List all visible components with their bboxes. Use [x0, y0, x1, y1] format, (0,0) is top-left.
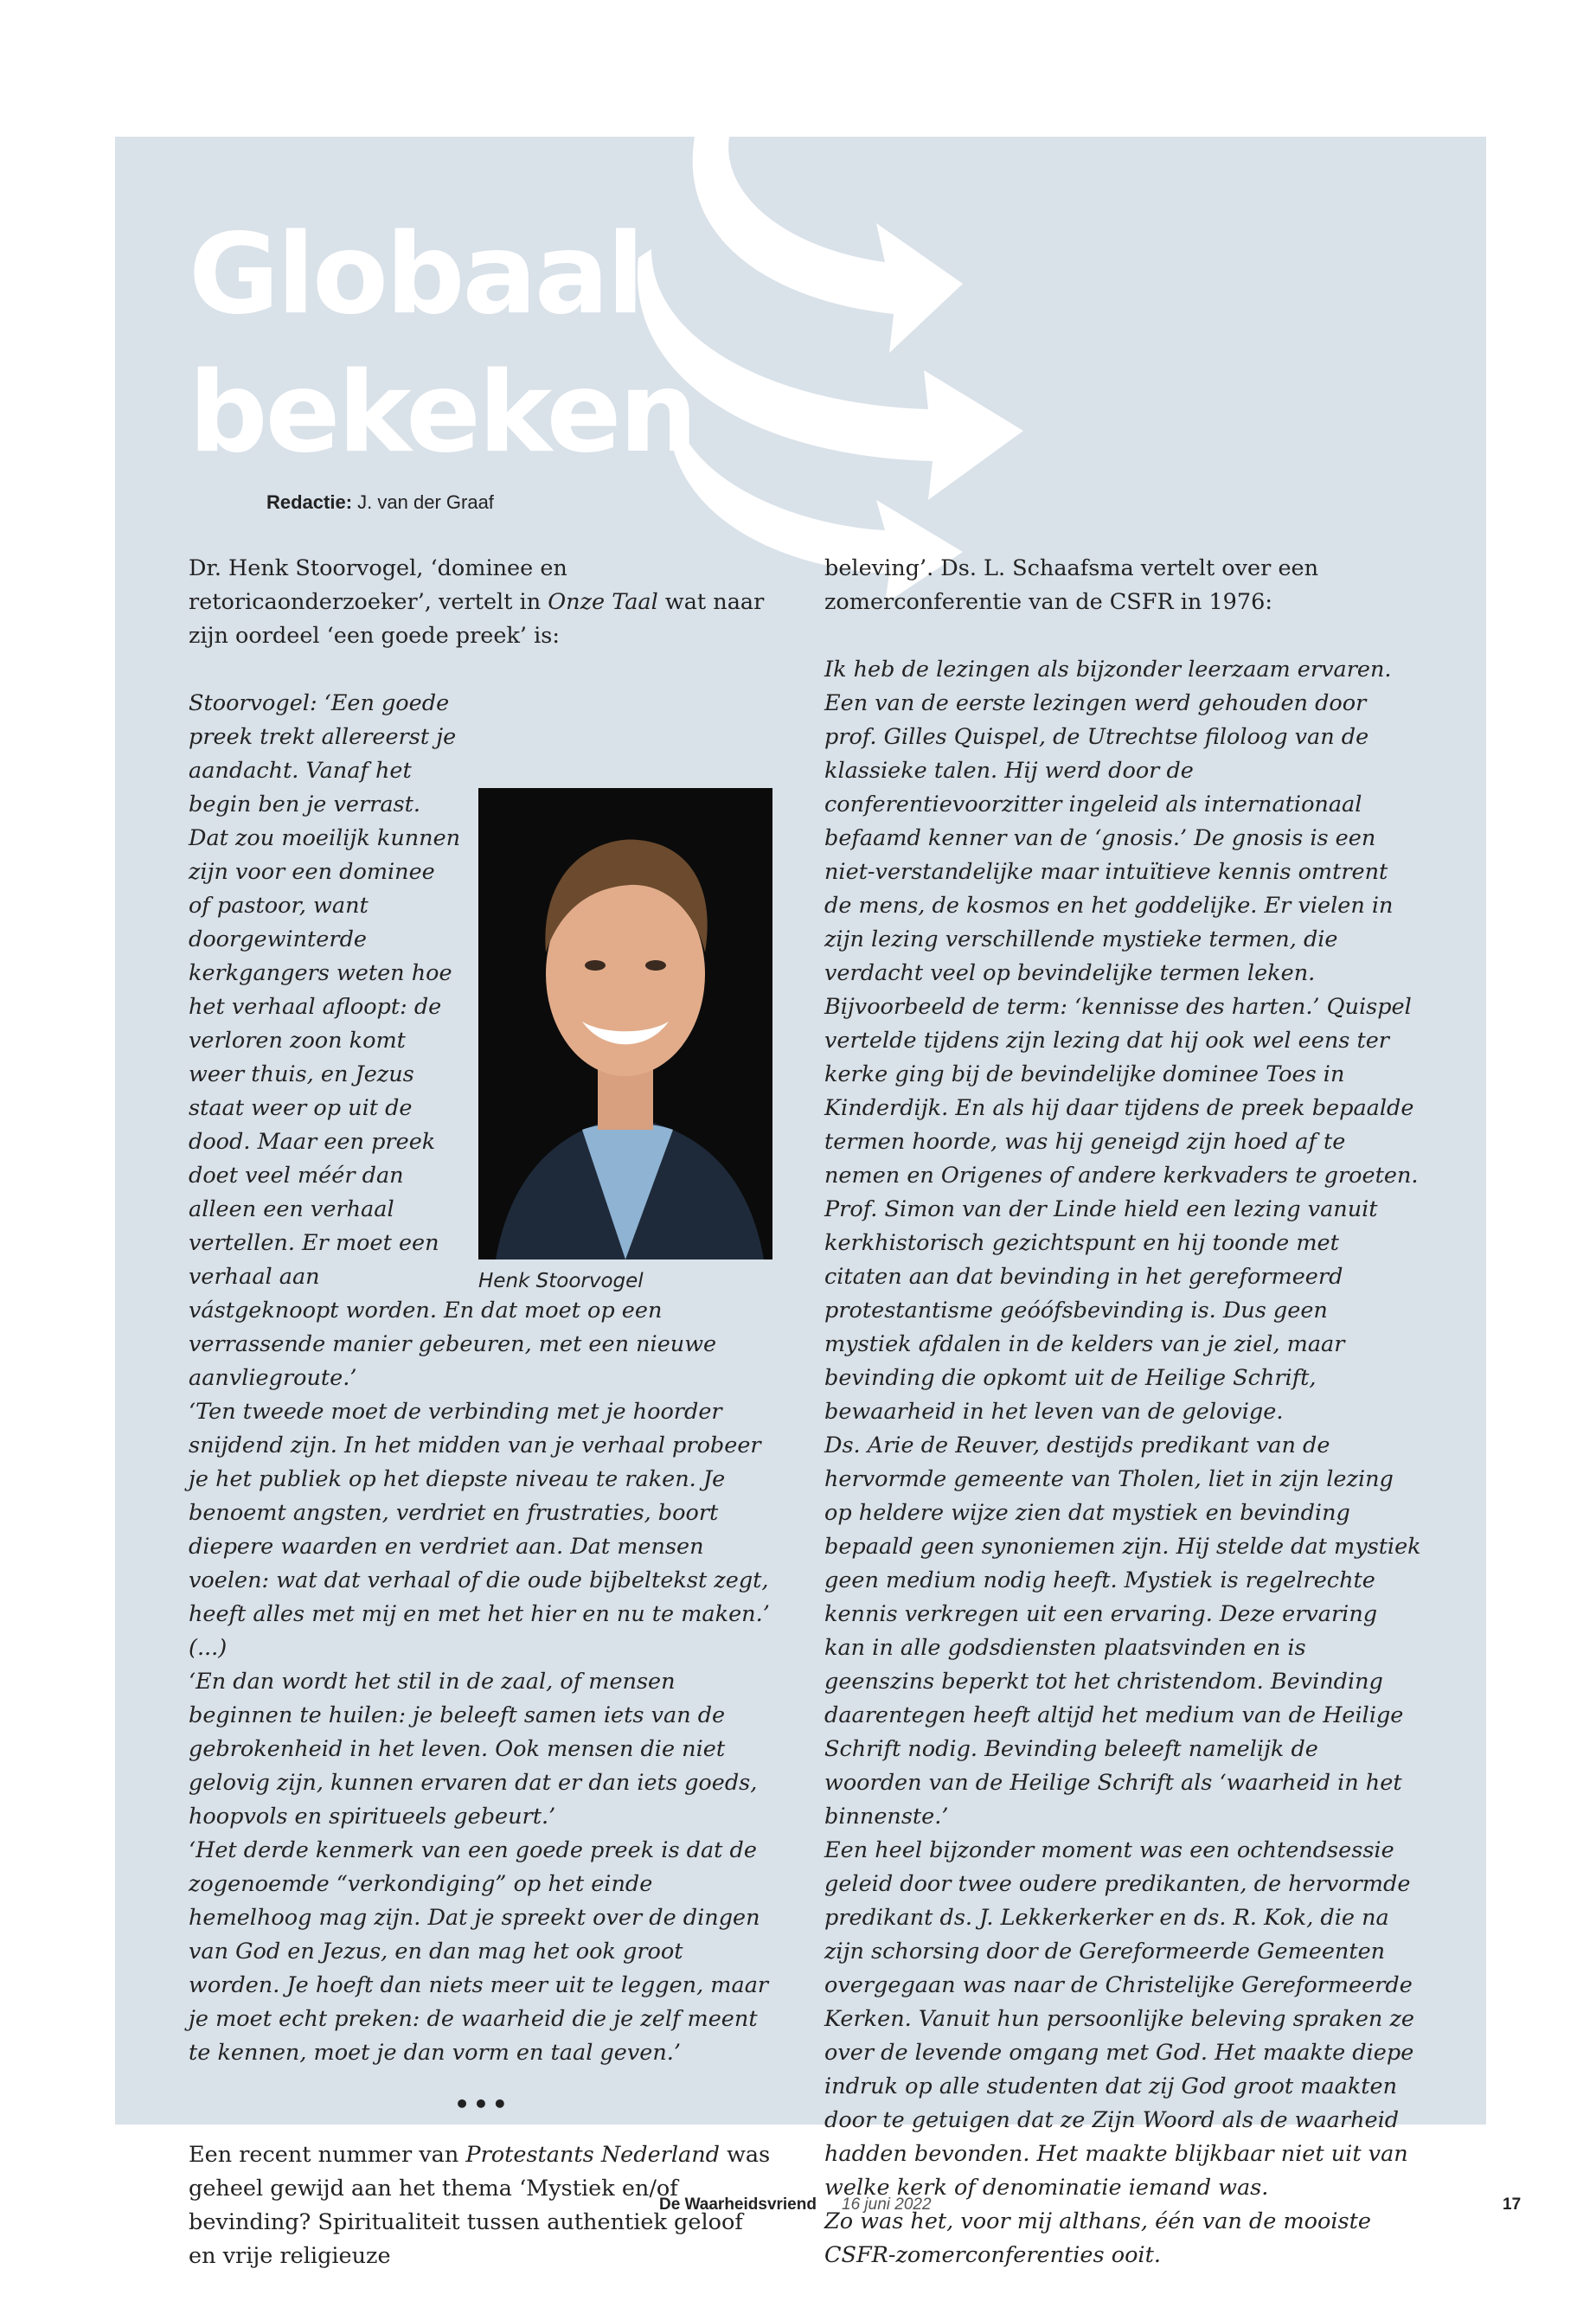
right-intro-paragraph: beleving’. Ds. L. Schaafsma vertelt over een zomerconferentie van de CSFR in 1976:: [824, 555, 1319, 615]
editor-name: J. van der Graaf: [357, 491, 494, 513]
intro-text-a: Dr. Henk Stoorvogel, ‘dominee en retoricaonderzoeker’, vertelt in: [189, 555, 567, 615]
quote-paragraph-1: Stoorvogel: ‘Een goede preek trekt allereerst je aandacht. Vanaf het begin ben je verrast. Dat zou moeilijk kunnen zijn voor een dominee of pastoor, want doorgewinterde kerkgangers weten hoe het verhaal afloopt: de verloren zoon komt weer thuis, en Jezus staat weer op uit de dood. Maar een preek doet veel méér dan alleen een verhaal vertellen. Er moet een verhaal aan vástgeknoopt worden. En dat moet op een verrassende manier gebeuren, met een nieuwe aanvliegroute.’: [189, 690, 717, 1391]
editor-credit: [266, 491, 494, 514]
magazine-name: Protestants Nederland: [465, 2142, 720, 2168]
photo-caption: Henk Stoorvogel: [478, 1270, 644, 1292]
intro-text-b: wat naar zijn oordeel ‘een goede preek’ is:: [189, 589, 765, 649]
memoir-paragraph-3: Ds. Arie de Reuver, destijds predikant van de hervormde gemeente van Tholen, liet in zijn lezing op heldere wijze zien dat mystiek en bevinding bepaald geen synoniemen zijn. Hij stelde dat mystiek geen medium nodig heeft. Mystiek is regelrechte kennis verkregen uit een ervaring. Deze ervaring kan in alle godsdiensten plaatsvinden en is geenszins beperkt tot het christendom. Bevinding daarentegen heeft altijd het medium van de Heilige Schrift nodig. Bevinding beleeft namelijk de woorden van de Heilige Schrift als ‘waarheid in het binnenste.’: [824, 1433, 1421, 1830]
quote-paragraph-2: ‘Ten tweede moet de verbinding met je hoorder snijdend zijn. In het midden van je verhaal probeer je het publiek op het diepste niveau te raken. Je benoemt angsten, verdriet en frustraties, boort diepere waarden en verdriet aan. Dat mensen voelen: wat dat verhaal of die oude bijbeltekst zegt, heeft alles met mij en met het hier en nu te maken.’ (...): [189, 1399, 770, 1661]
memoir-paragraph-4: Een heel bijzonder moment was een ochtendsessie geleid door twee oudere predikanten, de hervormde predikant ds. J. Lekkerkerker en ds. R. Kok, die na zijn schorsing door de Gereformeerde Gemeenten overgegaan was naar de Christelijke Gereformeerde Kerken. Vanuit hun persoonlijke beleving spraken ze over de levende omgang met God. Het maakte diepe indruk op alle studenten dat zij God groot maakten door te getuigen dat ze Zijn Woord als de waarheid hadden bevonden. Het maakte blijkbaar niet uit van welke kerk of denominatie iemand was.: [824, 1837, 1414, 2201]
title-line-1: Globaal: [189, 210, 643, 339]
outro-text-b: was geheel gewijd aan het thema ‘Mystiek en/of bevinding? Spiritualiteit tussen authentiek geloof en vrije religieuze: [189, 2142, 771, 2269]
title-line-2: bekeken: [189, 349, 695, 478]
footer-magazine: De Waarheidsvriend: [659, 2195, 817, 2214]
photo-figure: [478, 788, 777, 1294]
publication-name: Onze Taal: [548, 589, 658, 615]
portrait-illustration: [478, 788, 772, 1259]
quote-paragraph-4: ‘Het derde kenmerk van een goede preek is dat de zogenoemde “verkondiging” op het einde hemelhoog mag zijn. Dat je spreekt over de dingen van God en Jezus, en dan mag het ook groot worden. Je hoeft dan niets meer uit te leggen, maar je moet echt preken: de waarheid die je zelf meent te kennen, moet je dan vorm en taal geven.’: [189, 1837, 769, 2066]
column-right: [824, 552, 1421, 2272]
intro-paragraph: [189, 552, 777, 653]
section-title: [189, 206, 695, 483]
page-number: 17: [1503, 2195, 1522, 2214]
editor-label: Redactie:: [266, 491, 353, 513]
outro-text-a: Een recent nummer van: [189, 2142, 466, 2168]
column-left: [189, 552, 777, 2273]
section-separator: •••: [454, 2090, 511, 2118]
footer-date: 16 juni 2022: [842, 2195, 932, 2214]
portrait-photo: [478, 788, 772, 1259]
quote-paragraph-3: ‘En dan wordt het stil in de zaal, of mensen beginnen te huilen: je beleeft samen iets van de gebrokenheid in het leven. Ook mensen die niet gelovig zijn, kunnen ervaren dat er dan iets goeds, hoopvols en spiritueels gebeurt.’: [189, 1669, 758, 1830]
memoir-paragraph-5: Zo was het, voor mij althans, één van de mooiste CSFR-zomerconferenties ooit.: [824, 2208, 1371, 2268]
memoir-paragraph-2: Prof. Simon van der Linde hield een lezing vanuit kerkhistorisch gezichtspunt en hij toonde met citaten aan dat bevinding in het gereformeerd protestantisme geóófsbevinding is. Dus geen mystiek afdalen in de kelders van je ziel, maar bevinding die opkomt uit de Heilige Schrift, bewaarheid in het leven van de gelovige.: [824, 1196, 1378, 1425]
memoir-paragraph-1: Ik heb de lezingen als bijzonder leerzaam ervaren. Een van de eerste lezingen werd gehouden door prof. Gilles Quispel, de Utrechtse filoloog van de klassieke talen. Hij werd door de conferentievoorzitter ingeleid als internationaal befaamd kenner van de ‘gnosis.’ De gnosis is een niet-verstandelijke maar intuïtieve kennis omtrent de mens, de kosmos en het goddelijke. Er vielen in zijn lezing verschillende mystieke termen, die verdacht veel op bevindelijke termen leken. Bijvoorbeeld de term: ‘kennisse des harten.’ Quispel vertelde tijdens zijn lezing dat hij ook wel eens ter kerke ging bij de bevindelijke dominee Toes in Kinderdijk. En als hij daar tijdens de preek bepaalde termen hoorde, was hij geneigd zijn hoed af te nemen en Origenes of andere kerkvaders te groeten.: [824, 657, 1419, 1189]
